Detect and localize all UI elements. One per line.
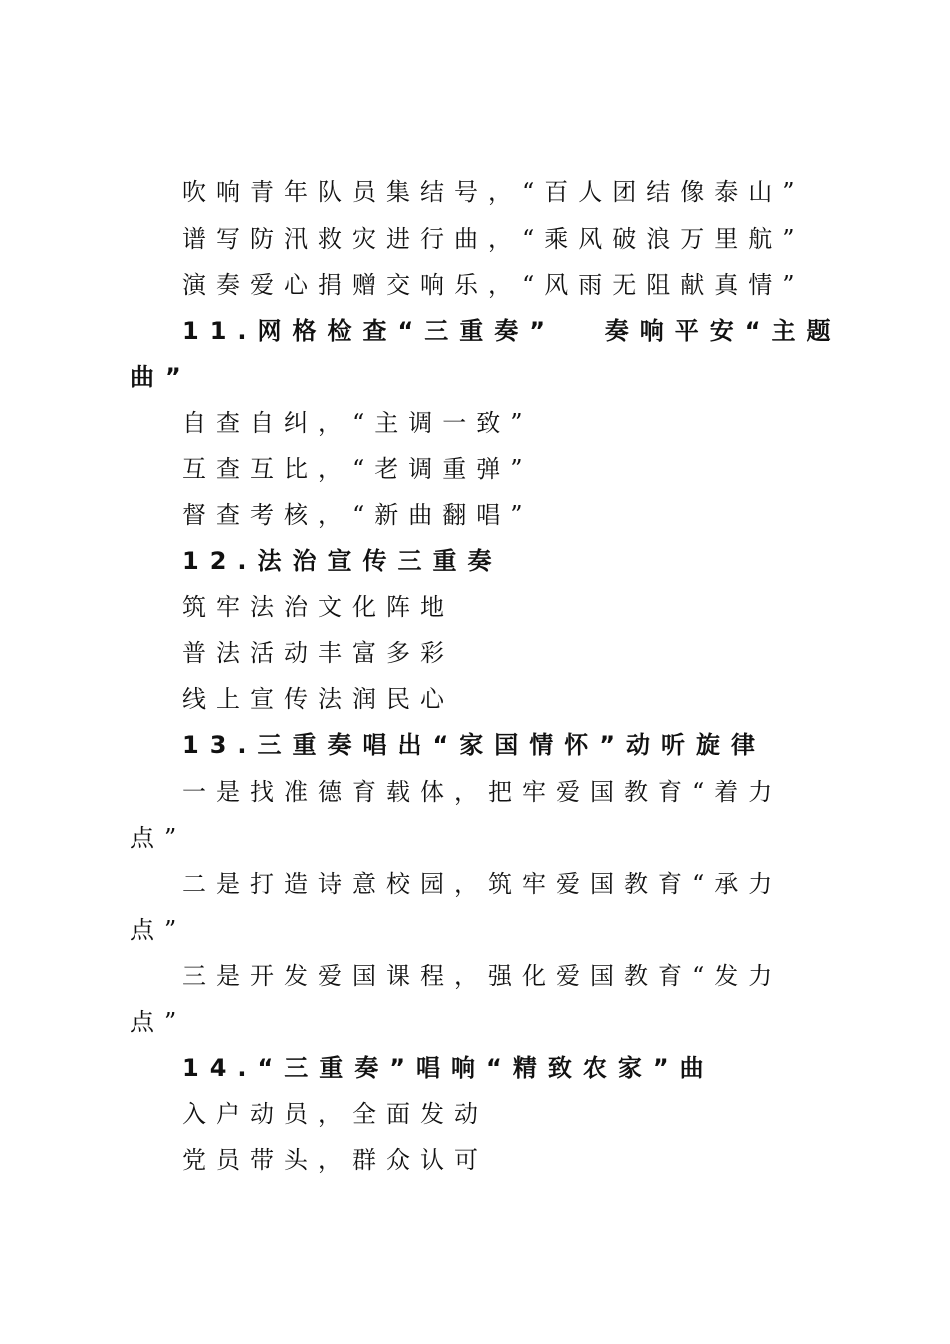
- line-text: 党员带头，群众认可: [182, 1146, 488, 1174]
- line-text: 点”: [130, 916, 187, 944]
- paragraph-line: [182, 960, 782, 992]
- line-text: 一是找准德育载体，把牢爱国教育“着力: [182, 778, 783, 806]
- line-text-a: 谱写防汛救灾进行曲，: [182, 225, 522, 253]
- line-text: 入户动员，全面发动: [182, 1100, 488, 1128]
- line-text-b: “风雨无阻献真情”: [522, 271, 805, 299]
- heading-text: 12.法治宣传三重奏: [182, 547, 503, 575]
- line-text: 点”: [130, 1008, 187, 1036]
- line-text-b: “乘风破浪万里航”: [522, 225, 805, 253]
- line-text: 筑牢法治文化阵地: [182, 593, 454, 621]
- heading-11-part-a: 11.网格检查“三重奏”: [182, 317, 557, 345]
- paragraph-line: [182, 1098, 488, 1130]
- heading-text: 14.“三重奏”唱响“精致农家”曲: [182, 1054, 715, 1082]
- paragraph-line: [182, 176, 805, 208]
- line-text: 普法活动丰富多彩: [182, 639, 454, 667]
- line-text: 二是打造诗意校园，筑牢爱国教育“承力: [182, 870, 783, 898]
- heading-text: 13.三重奏唱出“家国情怀”动听旋律: [182, 731, 767, 759]
- paragraph-line-continued: [130, 914, 186, 946]
- line-text: 三是开发爱国课程，强化爱国教育“发力: [182, 962, 783, 990]
- heading-11-part-c: 曲”: [130, 363, 192, 391]
- section-heading-11: [182, 315, 842, 347]
- section-heading-11-continued: [130, 361, 192, 393]
- line-text: 互查互比，“老调重弹”: [182, 455, 533, 483]
- paragraph-line: [182, 683, 454, 715]
- paragraph-line: [182, 868, 782, 900]
- paragraph-line: [182, 776, 782, 808]
- paragraph-line: [182, 499, 533, 531]
- line-text-b: “百人团结像泰山”: [522, 178, 805, 206]
- line-text: 自查自纠，“主调一致”: [182, 409, 533, 437]
- paragraph-line-continued: [130, 822, 186, 854]
- line-text-a: 演奏爱心捐赠交响乐，: [182, 271, 522, 299]
- heading-11-part-b: 奏响平安“主题: [604, 317, 842, 345]
- paragraph-line: [182, 1144, 488, 1176]
- paragraph-line: [182, 637, 454, 669]
- paragraph-line-continued: [130, 1006, 186, 1038]
- paragraph-line: [182, 223, 805, 255]
- section-heading-13: [182, 729, 766, 761]
- line-text-a: 吹响青年队员集结号，: [182, 178, 522, 206]
- paragraph-line: [182, 591, 454, 623]
- section-heading-12: [182, 545, 503, 577]
- line-text: 线上宣传法润民心: [182, 685, 454, 713]
- paragraph-line: [182, 453, 533, 485]
- paragraph-line: [182, 407, 533, 439]
- paragraph-line: [182, 269, 805, 301]
- line-text: 点”: [130, 824, 187, 852]
- line-text: 督查考核，“新曲翻唱”: [182, 501, 533, 529]
- section-heading-14: [182, 1052, 715, 1084]
